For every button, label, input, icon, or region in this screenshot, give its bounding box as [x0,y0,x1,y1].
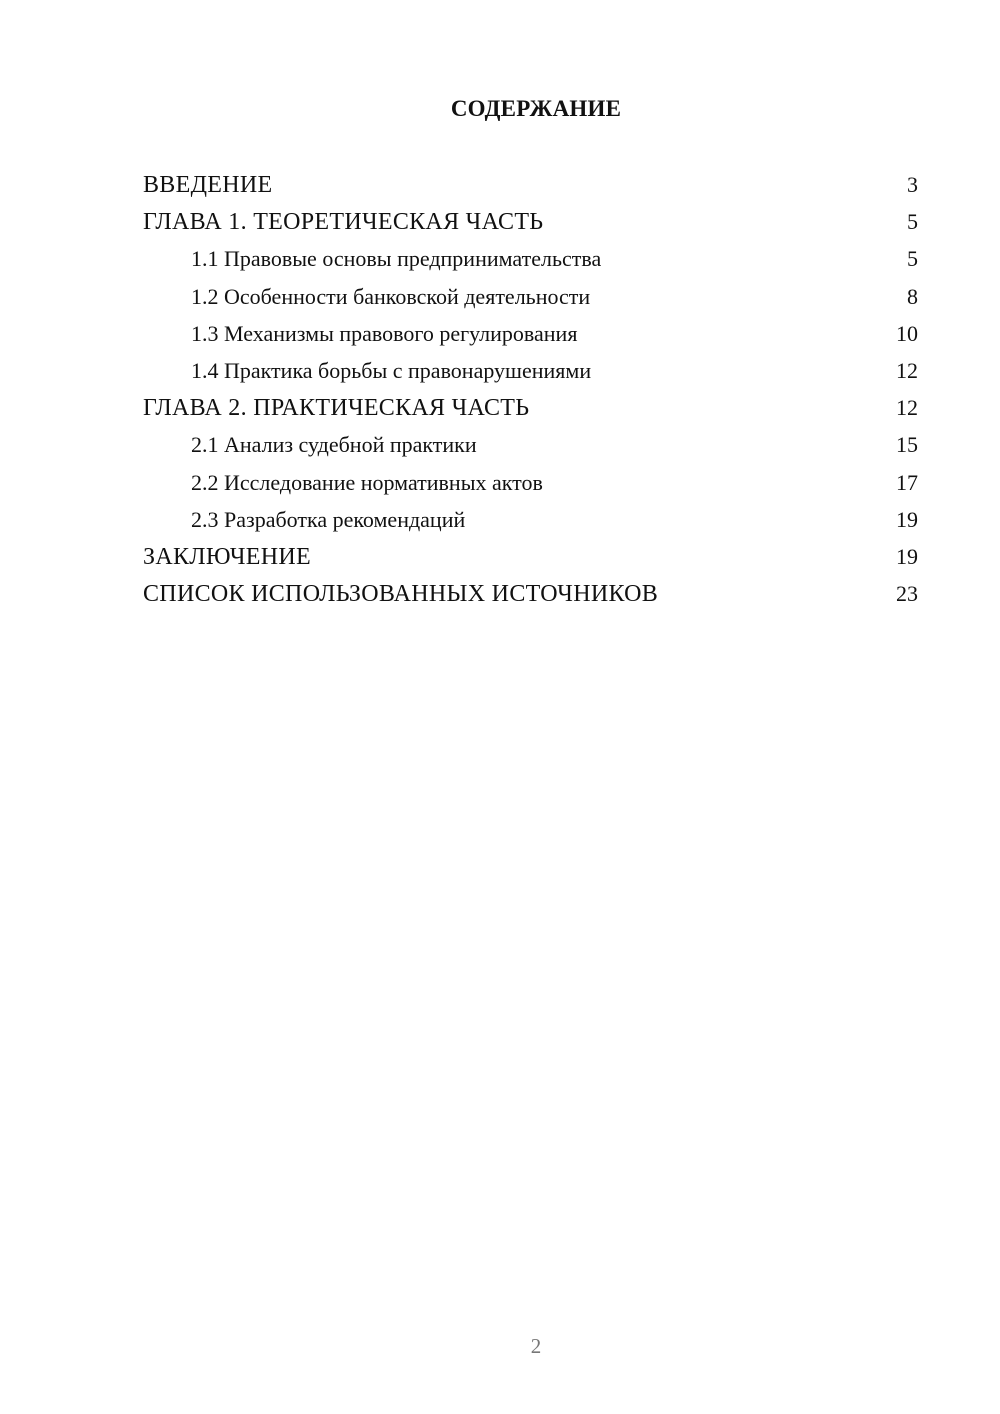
toc-title: СОДЕРЖАНИЕ [450,96,622,121]
toc-entry-section-1-1 [143,240,918,277]
toc-entry-page: 17 [896,469,918,495]
toc-entry-section-1-3 [143,315,918,352]
toc-entry-label: 2.3 Разработка рекомендаций [191,506,466,532]
page-number: 2 [530,1334,542,1358]
toc-entry-page: 19 [896,506,918,532]
toc-entry-section-2-1 [143,426,918,463]
toc-entry-page: 5 [907,209,918,235]
toc-entry-chapter-1 [143,203,918,240]
toc-entry-section-2-2 [143,464,918,501]
toc-entry-section-1-4 [143,352,918,389]
toc-entry-label: 1.3 Механизмы правового регулирования [191,320,578,346]
toc-entry-chapter-2 [143,389,918,426]
toc-entry-label: ГЛАВА 2. ПРАКТИЧЕСКАЯ ЧАСТЬ [143,395,530,422]
toc-entry-page: 12 [896,395,918,421]
toc-entry-label: 1.1 Правовые основы предпринимательства [191,246,602,272]
toc-entry-label: ГЛАВА 1. ТЕОРЕТИЧЕСКАЯ ЧАСТЬ [143,209,544,236]
toc-entry-page: 10 [896,320,918,346]
toc-entry-label: 1.2 Особенности банковской деятельности [191,283,591,309]
toc-entry-page: 12 [896,357,918,383]
toc-entry-introduction [143,166,918,203]
toc-entry-label: ВВЕДЕНИЕ [143,172,273,198]
toc-entry-page: 15 [896,432,918,458]
toc-entry-section-2-3 [143,501,918,538]
toc-entry-references [143,575,918,612]
toc-entry-label: 2.2 Исследование нормативных актов [191,469,543,495]
table-of-contents [143,166,918,612]
toc-entry-page: 8 [907,283,918,309]
toc-entry-page: 5 [907,246,918,272]
toc-entry-label: 1.4 Практика борьбы с правонарушениями [191,357,592,383]
toc-entry-conclusion [143,538,918,575]
toc-entry-page: 23 [896,581,918,607]
toc-entry-label: 2.1 Анализ судебной практики [191,432,477,458]
toc-entry-label: ЗАКЛЮЧЕНИЕ [143,543,311,570]
toc-entry-page: 19 [896,543,918,569]
toc-entry-label: СПИСОК ИСПОЛЬЗОВАННЫХ ИСТОЧНИКОВ [143,581,659,608]
toc-entry-section-1-2 [143,278,918,315]
toc-entry-page: 3 [907,172,918,197]
